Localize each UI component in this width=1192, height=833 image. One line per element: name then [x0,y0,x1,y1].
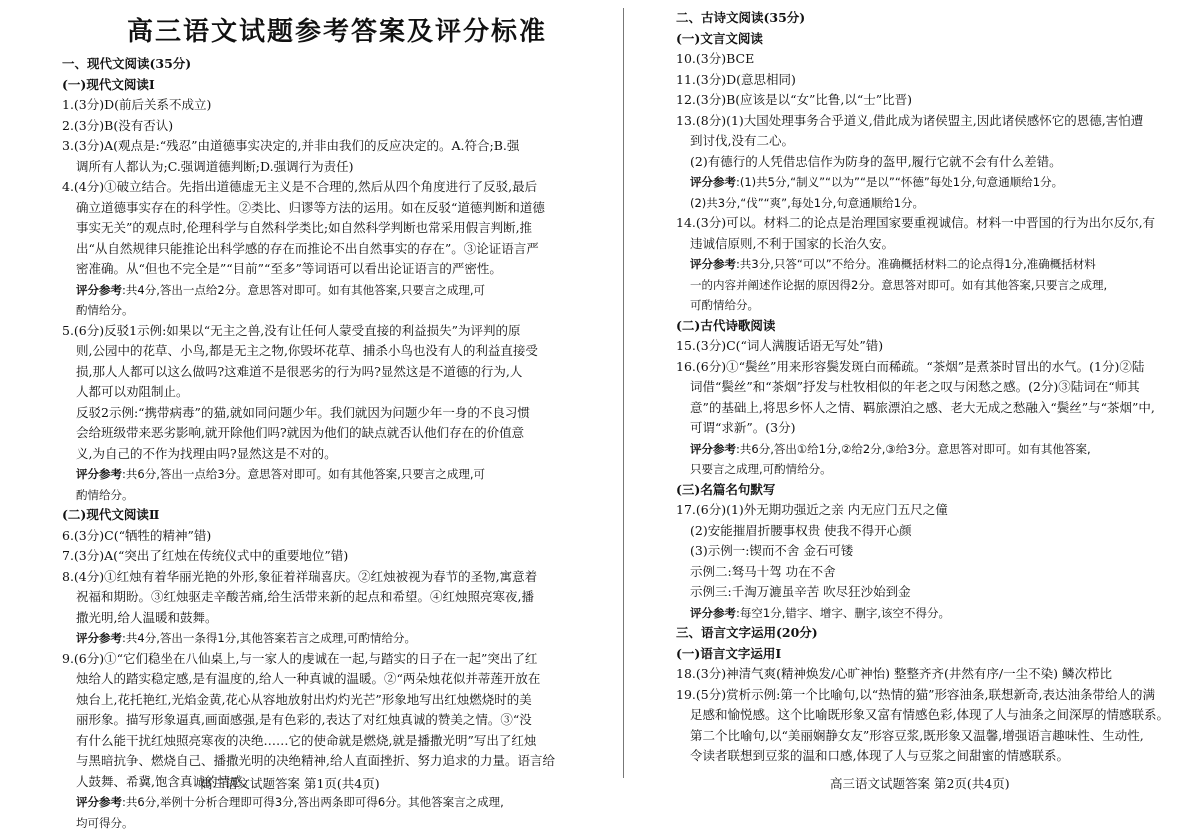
answer-line: 8.(4分)①红烛有着华丽光艳的外形,象征着祥瑞喜庆。②红烛被视为春节的圣物,寓意着 [62,567,612,588]
answer-line: 撒光明,给人温暖和鼓舞。 [62,608,612,629]
section-heading: 二、古诗文阅读(35分) [676,8,1182,29]
scoring-label: 评分参考 [76,795,122,809]
scoring-text: :共4分,答出一点给2分。意思答对即可。如有其他答案,只要言之成理,可 [122,283,485,297]
answer-line: 则,公园中的花草、小鸟,都是无主之物,你毁坏花草、捕杀小鸟也没有人的利益直接受 [62,341,612,362]
answer-line: (2)有德行的人凭借忠信作为防身的盔甲,履行它就不会有什么差错。 [676,152,1182,173]
answer-line: 词借“鬓丝”和“茶烟”抒发与杜牧相似的年老之叹与闲愁之感。(2分)③陆词在“师其 [676,377,1182,398]
answer-line: 反驳2示例:“携带病毒”的猫,就如同问题少年。我们就因为问题少年一身的不良习惯 [62,403,612,424]
answer-line: 可谓“求新”。(3分) [676,418,1182,439]
answer-line: (2)安能摧眉折腰事权贵 使我不得开心颜 [676,521,1182,542]
scoring-text: :(1)共5分,“制义”“以为”“是以”“怀德”每处1分,句意通顺给1分。 [736,175,1063,189]
answer-line: 出“从自然规律只能推论出科学感的存在而推论不出自然事实的存在”。③论证语言严 [62,239,612,260]
subsection-heading: (二)现代文阅读Ⅱ [62,505,612,526]
answer-line: 烛给人的踏实稳定感,是有温度的,给人一种真诚的温暖。②“两朵烛花似并蒂莲开放在 [62,669,612,690]
scoring-text: :每空1分,错字、增字、删字,该空不得分。 [736,606,950,620]
answer-line: 15.(3分)C(“词人满腹话语无写处”错) [676,336,1182,357]
scoring-label: 评分参考 [690,175,736,189]
scoring-note: (2)共3分,“伐”“爽”,每处1分,句意通顺给1分。 [676,193,1182,214]
answer-line: 确立道德事实存在的科学性。②类比、归谬等方法的运用。如在反驳“道德判断和道德 [62,198,612,219]
scoring-note [62,792,612,813]
answer-line: 会给班级带来恶劣影响,就开除他们吗?就因为他们的缺点就否认他们存在的价值意 [62,423,612,444]
answer-line: 损,那人人都可以这么做吗?这难道不是很恶劣的行为吗?显然这是不道德的行为,人 [62,362,612,383]
answer-line: 到讨伐,没有二心。 [676,131,1182,152]
scoring-note [676,603,1182,624]
scoring-label: 评分参考 [690,606,736,620]
answer-line: 示例三:千淘万漉虽辛苦 吹尽狂沙始到金 [676,582,1182,603]
answer-line: 2.(3分)B(没有否认) [62,116,612,137]
subsection-heading: (三)名篇名句默写 [676,480,1182,501]
answer-line: 11.(3分)D(意思相同) [676,70,1182,91]
answer-line: 烛台上,花托艳红,光焰金黄,花心从容地放射出灼灼光芒”形象地写出红烛燃烧时的美 [62,690,612,711]
answer-line: 1.(3分)D(前后关系不成立) [62,95,612,116]
scoring-note: 酌情给分。 [62,485,612,506]
scoring-note [62,628,612,649]
subsection-heading: (一)现代文阅读Ⅰ [62,75,612,96]
scoring-note: 酌情给分。 [62,300,612,321]
page-footer-right: 高三语文试题答案 第2页(共4页) [830,774,1010,792]
scoring-text: :共6分,答出一点给3分。意思答对即可。如有其他答案,只要言之成理,可 [122,467,485,481]
answer-line: 丽形象。描写形象逼真,画面感强,是有色彩的,表达了对红烛真诚的赞美之情。③“没 [62,710,612,731]
answer-line: 3.(3分)A(观点是:“残忍”由道德事实决定的,并非由我们的反应决定的。A.符合;B.强 [62,136,612,157]
answer-line: 事实无关”的观点时,伦理科学与自然科学类比;如自然科学判断也常采用假言判断,推 [62,218,612,239]
answer-line: 人鼓舞、希冀,饱含真诚的情感。 [62,772,612,793]
section-heading: 三、语言文字运用(20分) [676,623,1182,644]
answer-line: 意”的基础上,将思乡怀人之情、羁旅漂泊之感、老大无成之愁融入“鬓丝”与“茶烟”中, [676,398,1182,419]
scoring-text: :共4分,答出一条得1分,其他答案若言之成理,可酌情给分。 [122,631,416,645]
scoring-note: 一的内容并阐述作论据的原因得2分。意思答对即可。如有其他答案,只要言之成理, [676,275,1182,296]
section-heading: 一、现代文阅读(35分) [62,54,612,75]
answer-line: 4.(4分)①破立结合。先指出道德虚无主义是不合理的,然后从四个角度进行了反驳,最后 [62,177,612,198]
scoring-note [676,439,1182,460]
answer-line: (3)示例一:锲而不舍 金石可镂 [676,541,1182,562]
answer-line: 12.(3分)B(应该是以“女”比鲁,以“士”比晋) [676,90,1182,111]
answer-line: 调所有人都认为;C.强调道德判断;D.强调行为责任) [62,157,612,178]
answer-line: 16.(6分)①“鬓丝”用来形容鬓发斑白而稀疏。“茶烟”是煮茶时冒出的水气。(1分)②陆 [676,357,1182,378]
scoring-note: 可酌情给分。 [676,295,1182,316]
page-title: 高三语文试题参考答案及评分标准 [62,14,612,50]
scoring-note [676,172,1182,193]
scoring-note [676,254,1182,275]
answer-line: 14.(3分)可以。材料二的论点是治理国家要重视诚信。材料一中晋国的行为出尔反尔,有 [676,213,1182,234]
answer-line: 17.(6分)(1)外无期功强近之亲 内无应门五尺之僮 [676,500,1182,521]
column-divider [623,8,624,778]
right-column [626,0,1192,800]
scoring-note: 均可得分。 [62,813,612,833]
answer-line: 与黑暗抗争、燃烧自己、播撒光明的决绝精神,给人直面挫折、努力追求的力量。语言给 [62,751,612,772]
page-footer-left: 高三语文试题答案 第1页(共4页) [200,774,380,792]
answer-line: 足感和愉悦感。这个比喻既形象又富有情感色彩,体现了人与油条之间深厚的情感联系。 [676,705,1182,726]
answer-line: 19.(5分)赏析示例:第一个比喻句,以“热情的猫”形容油条,联想新奇,表达油条带给人的满 [676,685,1182,706]
answer-line: 9.(6分)①“它们稳坐在八仙桌上,与一家人的虔诚在一起,与踏实的日子在一起”突出了红 [62,649,612,670]
answer-line: 10.(3分)BCE [676,49,1182,70]
scoring-note: 只要言之成理,可酌情给分。 [676,459,1182,480]
scoring-text: :共6分,举例十分析合理即可得3分,答出两条即可得6分。其他答案言之成理, [122,795,504,809]
answer-line: 人都可以劝阻制止。 [62,382,612,403]
answer-line: 义,为自己的不作为找理由吗?显然这是不对的。 [62,444,612,465]
scoring-label: 评分参考 [690,257,736,271]
scoring-label: 评分参考 [690,442,736,456]
scoring-label: 评分参考 [76,631,122,645]
answer-line: 令读者联想到豆浆的温和口感,体现了人与豆浆之间甜蜜的情感联系。 [676,746,1182,767]
answer-line: 示例二:驽马十驾 功在不舍 [676,562,1182,583]
scoring-label: 评分参考 [76,283,122,297]
subsection-heading: (二)古代诗歌阅读 [676,316,1182,337]
answer-line: 第二个比喻句,以“美丽娴静女友”形容豆浆,既形象又温馨,增强语言趣味性、生动性, [676,726,1182,747]
subsection-heading: (一)文言文阅读 [676,29,1182,50]
answer-line: 6.(3分)C(“牺牲的精神”错) [62,526,612,547]
answer-line: 13.(8分)(1)大国处理事务合乎道义,借此成为诸侯盟主,因此诸侯感怀它的恩德,害怕遭 [676,111,1182,132]
answer-line: 违诚信原则,不利于国家的长治久安。 [676,234,1182,255]
answer-line: 有什么能干扰红烛照亮寒夜的决绝……它的使命就是燃烧,就是播撒光明”写出了红烛 [62,731,612,752]
scoring-note [62,280,612,301]
answer-line: 7.(3分)A(“突出了红烛在传统仪式中的重要地位”错) [62,546,612,567]
scoring-text: :共6分,答出①给1分,②给2分,③给3分。意思答对即可。如有其他答案, [736,442,1091,456]
answer-line: 5.(6分)反驳1示例:如果以“无主之兽,没有让任何人蒙受直接的利益损失”为评判的原 [62,321,612,342]
answer-line: 祝福和期盼。③红烛驱走辛酸苦痛,给生活带来新的起点和希望。④红烛照亮寒夜,播 [62,587,612,608]
left-column [0,0,620,800]
scoring-note [62,464,612,485]
subsection-heading: (一)语言文字运用Ⅰ [676,644,1182,665]
answer-line: 18.(3分)神清气爽(精神焕发/心旷神怡) 整整齐齐(井然有序/一尘不染) 鳞次栉比 [676,664,1182,685]
scoring-label: 评分参考 [76,467,122,481]
scoring-text: :共3分,只答“可以”不给分。准确概括材料二的论点得1分,准确概括材料 [736,257,1096,271]
answer-line: 密准确。从“但也不完全是”“目前”“至多”等词语可以看出论证语言的严密性。 [62,259,612,280]
